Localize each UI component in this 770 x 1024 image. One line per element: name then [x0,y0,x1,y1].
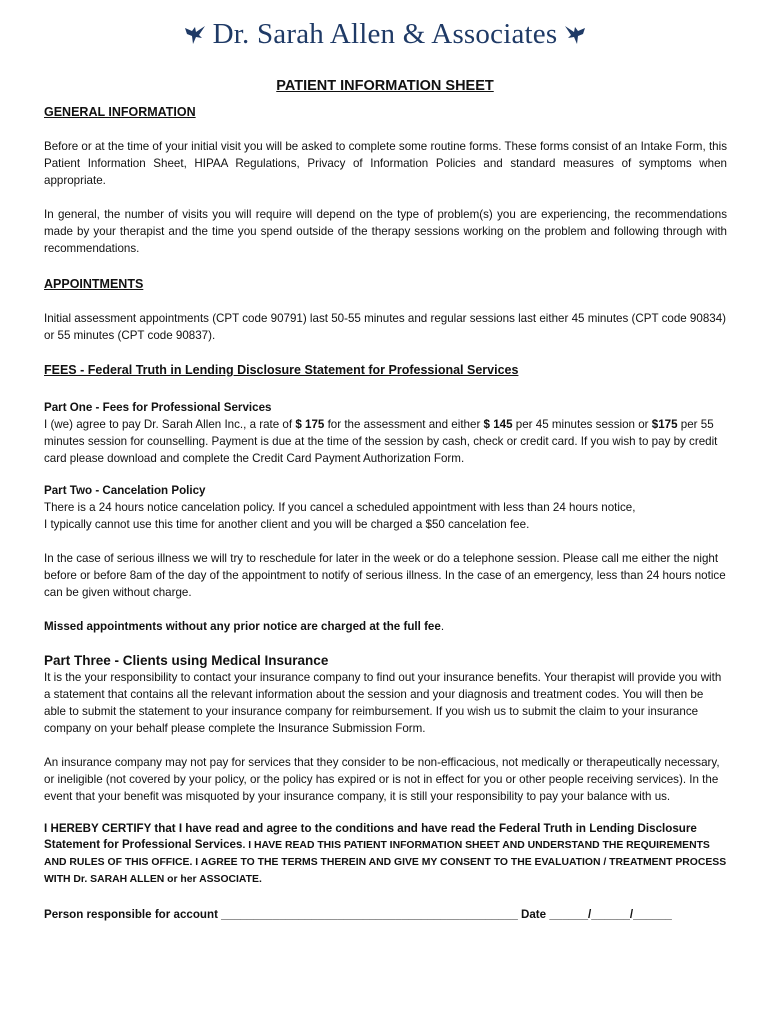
missed-appointments-line [44,618,727,635]
sheet-title: PATIENT INFORMATION SHEET [276,78,494,94]
certification-statement [44,821,727,888]
general-information-heading: GENERAL INFORMATION [44,105,196,119]
appointments-heading: APPOINTMENTS [44,277,144,291]
part-two-line: There is a 24 hours notice cancelation policy. If you cancel a scheduled appointment with less than 24 hours notice, [44,501,636,514]
fees-heading: FEES - Federal Truth in Lending Disclosure Statement for Professional Services [44,363,519,377]
part-one-title: Part One - Fees for Professional Services [44,401,272,414]
general-paragraph-2: In general, the number of visits you will require will depend on the type of problem(s) you are experiencing, the recommendations made by your therapist and the time you spend outside of the therapy sessions working on the problem and following through with recommendations. [44,208,727,255]
appointments-paragraph: Initial assessment appointments (CPT code 90791) last 50-55 minutes and regular sessions last either 45 minutes (CPT code 90834) or 55 minutes (CPT code 90837). [44,312,727,342]
part-three-paragraph-1: It is the your responsibility to contact your insurance company to find out your insurance benefits. Your therapist will provide you with a statement that contains all the relevant information about the session and your diagnosis and treatment codes. You will then be able to submit the statement to your insurance company for reimbursement. If you wish us to submit the claim to your insurance company on your behalf please complete the Insurance Submission Form. [44,671,722,735]
practice-name: Dr. Sarah Allen & Associates [212,18,558,50]
part-one-text: per 55 minutes session for counselling. Payment is due at the time of the session by cash, check or credit card. If you wish to pay by credit card please download and complete the Credit Card Payment Authorization Form. [44,418,718,465]
missed-appointments-text: Missed appointments without any prior notice are charged at the full fee [44,620,441,633]
general-paragraph-1: Before or at the time of your initial visit you will be asked to complete some routine forms. These forms consist of an Intake Form, this Patient Information Sheet, HIPAA Regulations, Privacy of Information Policies and standard measures of symptoms when appropriate. [44,140,727,187]
bird-icon [563,23,587,47]
certification-part-a: I HEREBY CERTIFY that I have read and agree to the conditions and have read the Federal Truth in Lending Disclosure Statement for Professional Services [44,822,697,851]
missed-appointments-period: . [440,620,445,633]
part-one-text: for the assessment and either [324,418,484,431]
bird-icon [183,23,207,47]
part-three-title: Part Three - Clients using Medical Insurance [44,653,329,668]
part-two-line: I typically cannot use this time for another client and you will be charged a $50 cancelation fee. [44,518,530,531]
part-one-paragraph [44,416,727,467]
document-body [44,104,727,923]
part-one-text: I (we) agree to pay Dr. Sarah Allen Inc., a rate of [44,418,296,431]
session-45-rate: $ 145 [483,418,513,431]
part-one-text: per 45 minutes session or [512,418,652,431]
assessment-rate: $ 175 [295,418,325,431]
part-three-paragraph-2: An insurance company may not pay for services that they consider to be non-efficacious, not medically or therapeutically necessary, or ineligible (not covered by your policy, or the policy has expired or is not in effect for you or other people receiving services). In the event that your benefit was misquoted by your insurance company, it is still your responsibility to pay your balance with us. [44,756,720,803]
part-two-title: Part Two - Cancelation Policy [44,484,206,497]
certification-part-b: . I HAVE READ THIS PATIENT INFORMATION SHEET AND UNDERSTAND THE REQUIREMENTS AND RULES OF THIS OFFICE. I AGREE TO THE TERMS THEREIN AND GIVE MY CONSENT TO THE EVALUATION / TREATMENT PROCESS WITH Dr. SARAH ALLEN or her ASSOCIATE. [44,840,727,885]
signature-line[interactable]: Person responsible for account ______________________________________________ Date ______/______/______ [44,908,672,921]
letterhead [0,18,770,51]
illness-paragraph: In the case of serious illness we will try to reschedule for later in the week or do a telephone session. Please call me either the night before or before 8am of the day of the appointment to notify of serious illness. In the case of an emergency, less than 24 hours notice can be given without charge. [44,552,726,599]
session-55-rate: $175 [651,418,678,431]
